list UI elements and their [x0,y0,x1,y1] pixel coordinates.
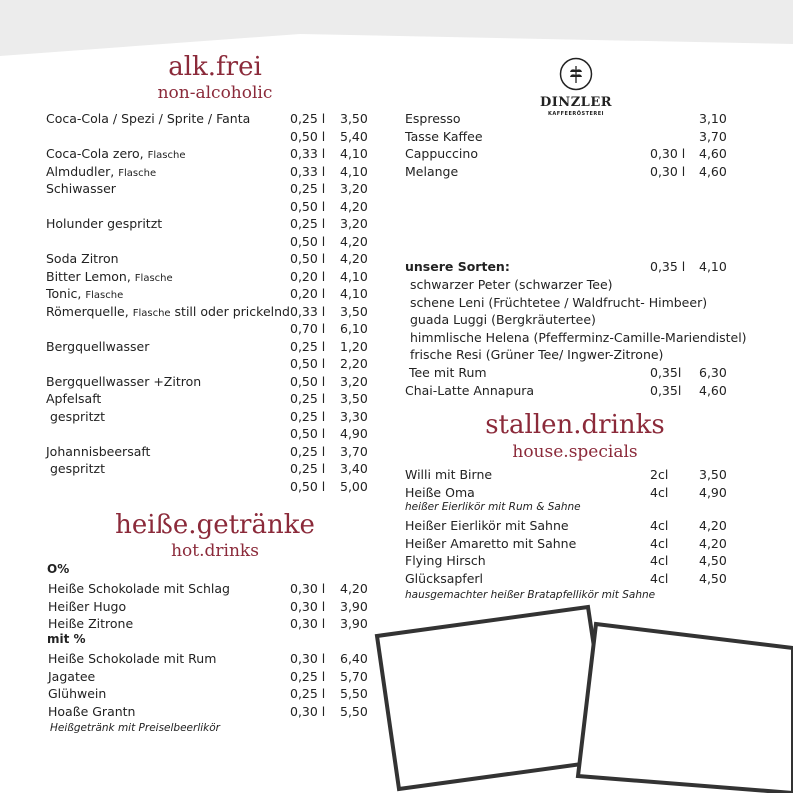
frame-left [377,607,611,789]
item-size: 0,35l [650,382,682,398]
item-name: gespritzt [46,408,106,424]
item-size: 0,30 l [290,581,326,596]
item-price: 3,10 [699,111,727,126]
item-size: 0,20 l [290,268,326,284]
item-name: Flying Hirsch [405,553,486,568]
item-size: 0,30 l [290,616,326,631]
item-name: Heiße Schokolade mit Schlag [48,581,230,596]
item-size: 0,25 l [290,111,326,126]
item-size: 0,25 l [290,181,326,196]
item-format: Flasche [118,167,157,179]
stallen-subtitle: house.specials [512,442,638,462]
item-name: Heißer Hugo [48,598,127,614]
item-size: 0,50 l [290,426,326,441]
item-name: Römerquelle, Flasche still oder prickelnd [46,303,290,319]
item-price: 4,20 [340,581,368,596]
item-price: 5,50 [340,686,368,701]
hot-note: Heißgetränk mit Preiselbeerlikör [50,722,220,734]
item-name: Glühwein [48,686,107,701]
alk-title: alk.frei [168,52,262,82]
tea-sort: guada Luggi (Bergkräutertee) [410,312,596,327]
item-price: 3,50 [340,303,368,319]
item-size: 0,30 l [290,598,326,614]
item-price: 4,60 [699,163,727,179]
tea-sort: schwarzer Peter (schwarzer Tee) [410,277,613,292]
item-price: 4,90 [699,484,727,500]
item-price: 4,20 [340,233,368,249]
item-price: 5,00 [340,478,368,494]
item-size: 0,50 l [290,128,326,144]
item-size: 0,25 l [290,216,326,231]
item-price: 3,90 [340,616,368,631]
item-format: Flasche [132,307,171,319]
hot-subtitle: hot.drinks [171,541,259,561]
item-name: Tasse Kaffee [405,128,483,144]
item-price: 4,50 [699,570,727,586]
item-name: Coca-Cola / Spezi / Sprite / Fanta [46,111,251,126]
item-name: Heißer Eierlikör mit Sahne [405,518,569,533]
item-name: Heiße Zitrone [48,616,134,631]
item-size: 4cl [650,518,669,533]
item-price: 4,10 [340,163,368,179]
item-name: Cappuccino [405,146,478,161]
item-price: 4,10 [340,146,368,161]
brand-name: DINZLER [539,95,613,110]
item-size: 0,25 l [290,338,326,354]
item-size: 2cl [650,467,669,482]
item-format: Flasche [85,290,124,301]
item-price: 4,20 [699,535,727,551]
item-size: 0,33 l [290,146,326,161]
item-price: 3,50 [340,111,368,126]
item-price: 3,20 [340,181,368,196]
item-size: 4cl [650,484,669,500]
item-name: Apfelsaft [46,391,102,406]
stallen-title: stallen.drinks [485,410,665,440]
item-name: Heiße Schokolade mit Rum [48,651,217,666]
item-size: 0,33 l [290,303,326,319]
item-name: Melange [405,163,459,179]
item-price: 5,70 [340,668,368,684]
item-size: 0,50 l [290,356,326,371]
item-size: 4cl [650,553,669,568]
stallen-note-2: hausgemachter heißer Bratapfellikör mit Sahne [405,589,656,601]
item-price: 3,20 [340,373,368,389]
item-name: Bergquellwasser +Zitron [46,373,202,389]
item-size: 0,30 l [290,703,326,719]
item-price: 4,20 [699,518,727,533]
item-size: 0,25 l [290,461,326,476]
tea-sort: schene Leni (Früchtetee / Waldfrucht- Himbeer) [410,294,708,310]
item-size: 0,35l [650,365,682,380]
item-format: Flasche [147,150,186,161]
item-size: 0,30 l [650,163,686,179]
item-size: 0,50 l [290,478,326,494]
item-name: Johannisbeersaft [46,443,151,459]
item-name: Schiwasser [46,181,116,196]
item-price: 4,20 [340,198,368,214]
tea-sort: himmlische Helena (Pfefferminz-Camille-Mariendistel) [410,329,747,345]
item-name: Jagatee [48,668,96,684]
item-size: 4cl [650,535,669,551]
item-name: Heißer Amaretto mit Sahne [405,535,577,551]
item-size: 0,33 l [290,163,326,179]
item-price: 3,50 [340,391,368,406]
item-size: 0,20 l [290,286,326,301]
item-price: 6,30 [699,365,727,380]
item-name: Chai-Latte Annapura [405,382,535,398]
item-name: Bergquellwasser [46,338,150,354]
item-size: 0,30 l [650,146,686,161]
item-name: Espresso [405,111,461,126]
item-price: 3,70 [340,443,368,459]
item-name: gespritzt [46,461,106,476]
item-size: 4cl [650,570,669,586]
item-price: 4,60 [699,146,727,161]
stallen-note-1: heißer Eierlikör mit Rum & Sahne [405,501,581,513]
item-price: 5,50 [340,703,368,719]
item-format: Flasche [134,272,173,284]
item-size: 0,25 l [290,408,326,424]
item-size: 0,50 l [290,373,326,389]
item-name: Coca-Cola zero, Flasche [46,146,186,161]
item-price: 3,20 [340,216,368,231]
item-name: Willi mit Birne [405,467,493,482]
item-name: Glücksapferl [405,570,484,586]
brand-sub: KAFFEERÖSTEREI [547,111,605,117]
item-name: Almdudler, Flasche [46,163,157,179]
hot-title: heiße.getränke [115,510,315,540]
item-price: 5,40 [340,128,368,144]
tea-heading-size: 0,35 l [650,259,686,274]
tea-heading: unsere Sorten: [405,259,510,274]
item-price: 3,70 [699,128,727,144]
item-size: 0,25 l [290,443,326,459]
item-name: Hoaße Grantn [48,703,136,719]
item-size: 0,50 l [290,198,326,214]
item-name: Holunder gespritzt [46,216,163,231]
item-price: 3,50 [699,467,727,482]
item-name: Bitter Lemon, Flasche [46,268,173,284]
item-price: 6,10 [340,321,368,336]
item-size: 0,25 l [290,668,326,684]
item-size: 0,25 l [290,391,326,406]
tea-heading-price: 4,10 [699,259,727,274]
item-size: 0,25 l [290,686,326,701]
item-price: 1,20 [340,338,368,354]
item-name: Heiße Oma [405,484,475,500]
item-price: 4,20 [340,251,368,266]
item-price: 6,40 [340,651,368,666]
item-size: 0,70 l [290,321,326,336]
item-price: 4,60 [699,382,727,398]
item-price: 4,50 [699,553,727,568]
item-price: 4,10 [340,268,368,284]
item-size: 0,50 l [290,251,326,266]
item-price: 4,10 [340,286,368,301]
item-price: 3,40 [340,461,368,476]
alk-subtitle: non-alcoholic [157,83,273,103]
item-name: Tee mit Rum [405,365,487,380]
item-name: Soda Zitron [46,251,119,266]
tea-sort: frische Resi (Grüner Tee/ Ingwer-Zitrone) [410,347,664,362]
item-size: 0,30 l [290,651,326,666]
item-name: Tonic, Flasche [46,286,124,301]
hot-group-alc: mit % [47,632,86,646]
item-price: 2,20 [340,356,368,371]
item-price: 3,30 [340,408,368,424]
item-price: 3,90 [340,598,368,614]
item-size: 0,50 l [290,233,326,249]
hot-group-0pct: O% [47,562,70,576]
item-price: 4,90 [340,426,368,441]
frame-right [578,624,793,793]
